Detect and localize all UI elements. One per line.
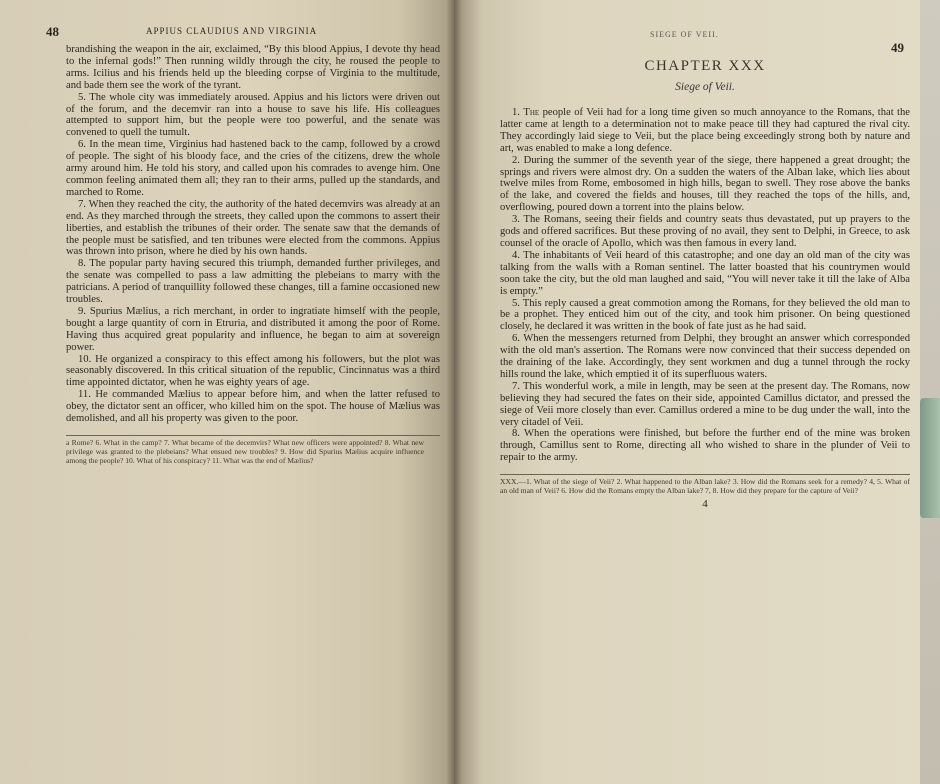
- right-paragraph: 8. When the operations were finished, but before the further end of the mine was broken through, Camillus sent to Rome, directing all who wished to share in the plunder of Veii to repair to the army.: [500, 428, 910, 464]
- left-paragraph: 7. When they reached the city, the authority of the hated decemvirs was already at an end. As they marched through the streets, they called upon the commons to assert their liberties, and establish the tribunes of their order. The senate saw that the demands of the people must be satisfied, and ten tribunes were elected from the commons. Appius was thrown into prison, where he died by his own hands.: [66, 198, 440, 258]
- left-footnote: a Rome? 6. What in the camp? 7. What became of the decemvirs? What new officers were appointed? 8. What new privilege was granted to the plebeians? What ensued new troubles? 9. How did Spurius Mælius acquire influence among the people? 10. What of his conspiracy? 11. What was the end of Mælius?: [66, 438, 424, 465]
- left-paragraph: 10. He organized a conspiracy to this effect among his followers, but the plot was seasonably discovered. In this critical situation of the republic, Cincinnatus was a third time appointed dictator, when he was eighty years of age.: [66, 353, 440, 389]
- right-page: [454, 0, 920, 784]
- right-paragraph: [500, 107, 910, 155]
- left-paragraph: 9. Spurius Mælius, a rich merchant, in order to ingratiate himself with the people, bought a large quantity of corn in Etruria, and distributed it among the poor of Rome. Having thus acquired great popularity and influence, he began to aim at sovereign power.: [66, 305, 440, 353]
- left-page: [0, 0, 454, 784]
- chapter-subtitle: Siege of Veii.: [675, 81, 735, 93]
- footnote-divider: [500, 474, 910, 475]
- paragraph-number: 1.: [512, 107, 520, 118]
- right-paragraph: 6. When the messengers returned from Delphi, they brought an answer which corresponded with the old man's assertion. The Romans were now convinced that their success depended on the draining of the lake. Accordingly, they sent workmen and dug a tunnel through the rocky hills round the lake, which emptied it of its superfluous waters.: [500, 333, 910, 380]
- book-gutter: [446, 0, 462, 784]
- footnote-divider: [66, 435, 440, 436]
- right-paragraph: 2. During the summer of the seventh year of the siege, there happened a great drought; the springs and rivers were almost dry. On a sudden the waters of the Alban lake, which lies about twelve miles from Rome, embosomed in high hills, began to swell. They rose above the banks of the lake, and covered the fields and houses, till they reached the tops of the hills, and, overflowing, poured down a torrent into the plains below.: [500, 154, 910, 214]
- lead-word: The: [523, 107, 540, 118]
- left-page-number: 48: [46, 24, 59, 39]
- left-paragraph: 8. The popular party having secured this triumph, demanded further privileges, and the senate was compelled to pass a law admitting the plebeians to marry with the patricians. A period of tranquillity followed these changes, till a famine occasioned new troubles.: [66, 258, 440, 306]
- chapter-title: CHAPTER XXX: [644, 58, 766, 74]
- bookmark-tab: [920, 398, 940, 518]
- right-page-header: [500, 26, 910, 55]
- right-running-head: SIEGE OF VEII.: [650, 30, 719, 39]
- left-page-header: [46, 24, 440, 44]
- left-paragraph: brandishing the weapon in the air, exclaimed, “By this blood Appius, I devote thy head to the infernal gods!” Then running wildly through the city, he roused the people to arms. Icilius and his friends held up the bleeding corpse of Virginia to the multitude, and bade them see the work of the tyrant.: [66, 44, 440, 91]
- right-paragraph: 7. This wonderful work, a mile in length, may be seen at the present day. The Romans, now believing they had secured the fates on their side, appointed Camillus dictator, and pressed the siege of Veii more closely than ever. Camillus ordered a mine to be dug under the wall, into the very citadel of Veii.: [500, 380, 910, 428]
- left-running-head: APPIUS CLAUDIUS AND VIRGINIA: [146, 26, 318, 36]
- signature-mark: 4: [702, 497, 708, 510]
- left-paragraph: 5. The whole city was immediately aroused. Appius and his lictors were driven out of the forum, and the decemvir ran into a house to save his life. His colleagues attempted to support him, but the people were too powerful, and the senate was convened to quell the tumult.: [66, 91, 440, 139]
- left-paragraph: 6. In the mean time, Virginius had hastened back to the camp, followed by a crowd of people. The sight of his bloody face, and the cries of the citizens, drew the whole army around him. He told his story, and called upon his comrades to avenge him. One common feeling animated them all; they ran to their arms, pulled up the standards, and marched to Rome.: [66, 139, 440, 198]
- right-page-number: 49: [891, 40, 904, 55]
- right-paragraph: 5. This reply caused a great commotion among the Romans, for they believed the old man to be a prophet. They enticed him out of the city, and took him prisoner. On being questioned closely, he declared it was written in the book of fate just as he had said.: [500, 297, 910, 333]
- right-paragraph: 3. The Romans, seeing their fields and country seats thus devastated, put up prayers to the gods and offered sacrifices. But these proving of no avail, they sent to Delphi, in Greece, to ask counsel of the oracle of Apollo, which was then famous in every land.: [500, 214, 910, 249]
- right-footnote: XXX.—1. What of the siege of Veii? 2. What happened to the Alban lake? 3. How did the Romans seek for a remedy? 4, 5. What of an old man of Veii? 6. How did the Romans empty the Alban lake? 7, 8. How did they prepare for the capture of Veii?: [500, 477, 910, 495]
- paragraph-text: people of Veii had for a long time given so much annoyance to the Romans, that the latter came at length to a determination not to make peace till they had captured the rival city. They accordingly laid siege to Veii, but the place being exceedingly strong both by nature and art, was enabled to make a long defence.: [500, 107, 910, 154]
- right-paragraph: 4. The inhabitants of Veii heard of this catastrophe; and one day an old man of the city was talking from the walls with a Roman sentinel. The latter boasted that his countrymen would soon take the city, but the old man laughed and said, “You will never take it till the lake of Alba is empty.”: [500, 249, 910, 297]
- left-paragraph: 11. He commanded Mælius to appear before him, and when the latter refused to obey, the dictator sent an officer, who killed him on the spot. The house of Mælius was demolished, and all his property was given to the poor.: [66, 389, 440, 425]
